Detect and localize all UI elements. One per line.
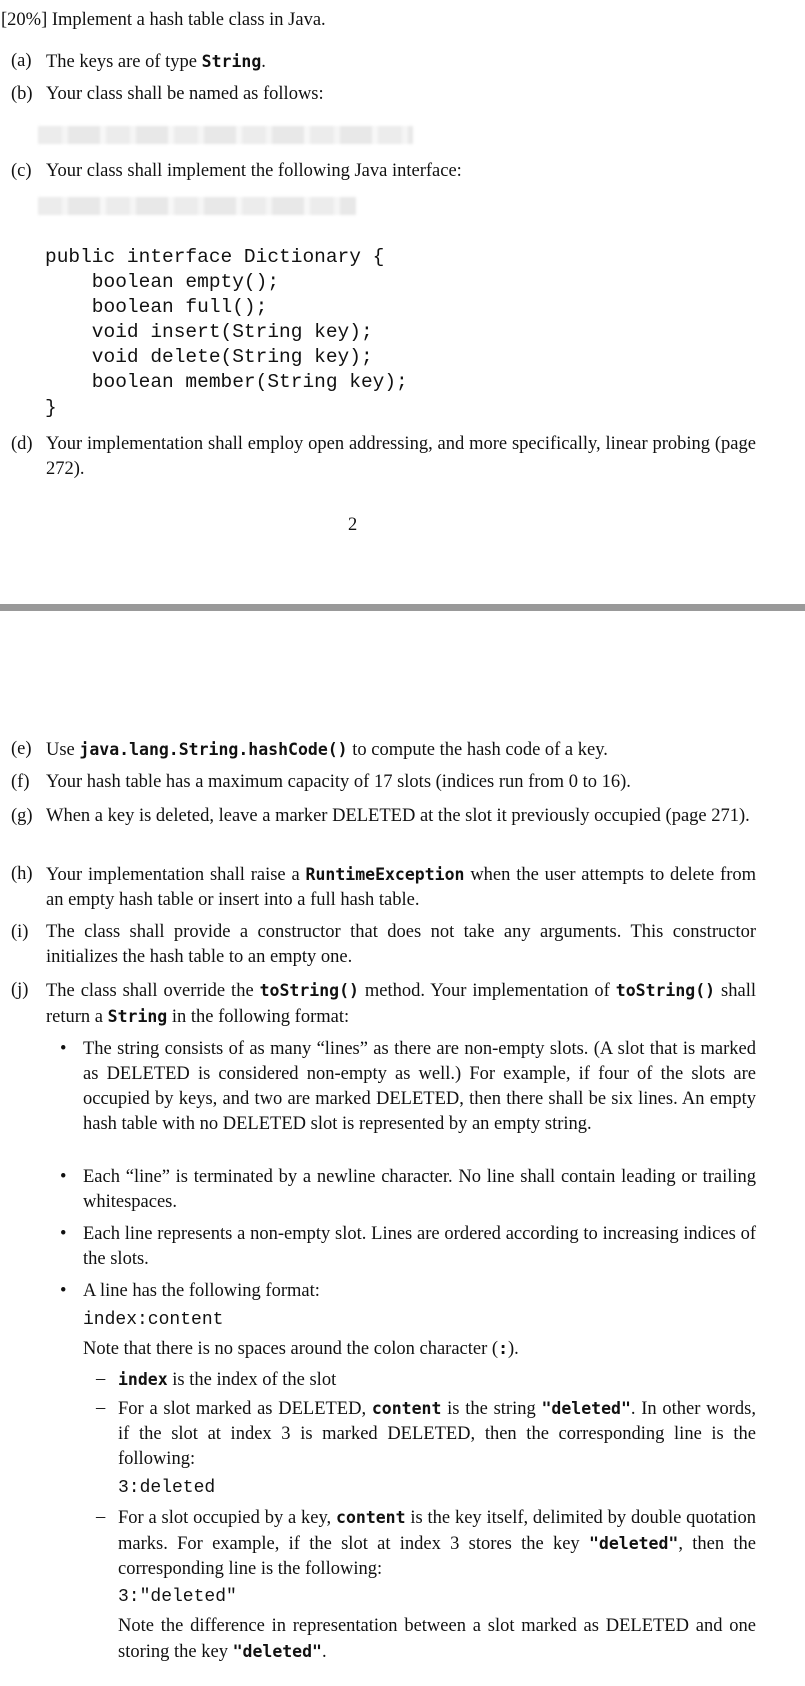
item-label: (i) [11,922,29,942]
code-string: String [201,52,262,71]
item-label: (d) [11,434,33,454]
item-label: (f) [11,772,30,792]
example-line: 3:"deleted" [118,1587,237,1607]
item-label: (g) [11,806,33,826]
item-label: (j) [11,980,29,1000]
page-number: 2 [348,515,358,535]
line-format: index:content [83,1310,224,1330]
page-divider [0,604,805,611]
problem-header: [20%] Implement a hash table class in Java. [1,10,326,30]
redacted-class-name [38,126,413,144]
item-label: (e) [11,739,32,759]
item-label: (c) [11,161,32,181]
item-label: (h) [11,864,33,884]
format-note: Note that there is no spaces around the colon character (:). [83,1339,519,1359]
difference-note: Note the difference in representation between a slot marked as DELETED and one storing the key "deleted". [118,1616,756,1662]
redacted-interface-name [38,197,356,215]
example-line: 3:deleted [118,1478,216,1498]
item-label: (a) [11,51,32,71]
item-label: (b) [11,84,33,104]
